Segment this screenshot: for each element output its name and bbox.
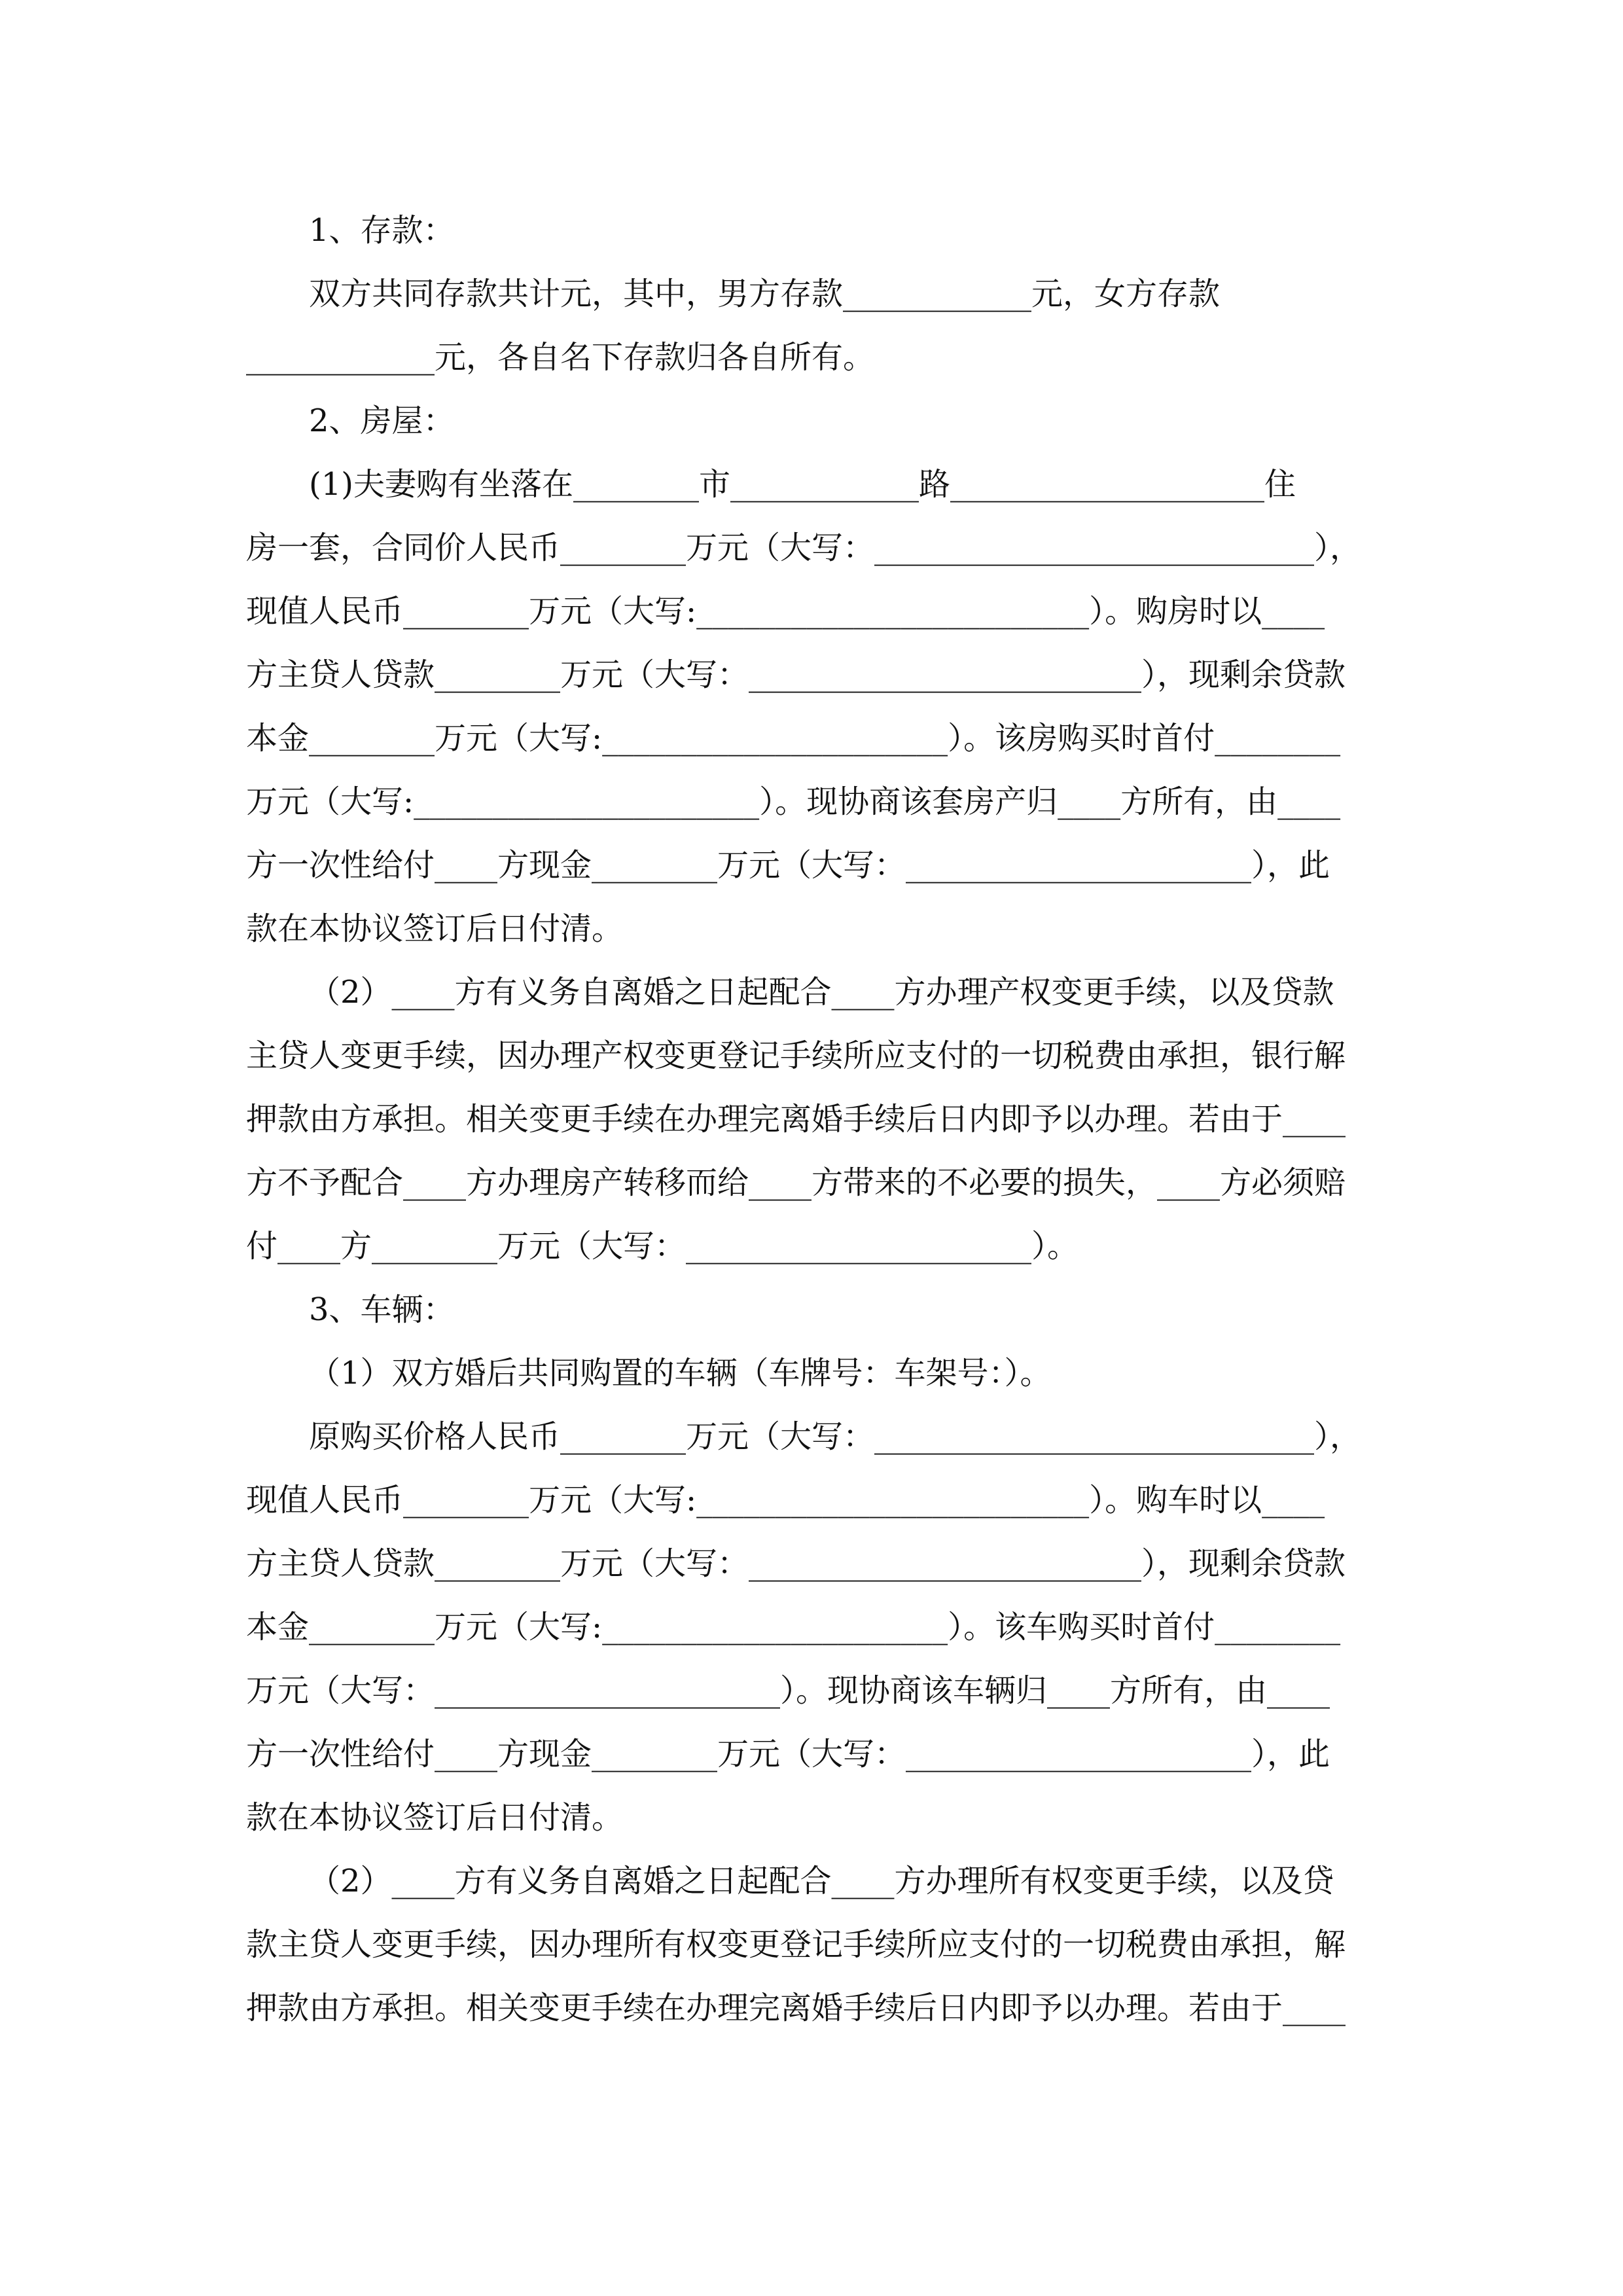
paragraph-line: 现值人民币________万元（大写:_________________________）。购房时以____ <box>246 593 1325 630</box>
paragraph-line: 方一次性给付____方现金________万元（大写：______________________），此 <box>246 847 1330 884</box>
paragraph-line: 方不予配合____方办理房产转移而给____方带来的不必要的损失，____方必须赔 <box>246 1164 1346 1201</box>
section-heading-house: 2、房屋： <box>309 403 455 439</box>
paragraph-line: 款在本协议签订后日付清。 <box>246 910 624 947</box>
paragraph-line: 现值人民币________万元（大写:_________________________）。购车时以____ <box>246 1482 1325 1518</box>
paragraph-line: 款在本协议签订后日付清。 <box>246 1799 624 1836</box>
paragraph-line: 万元（大写：______________________）。现协商该车辆归____方所有，由____ <box>246 1672 1330 1709</box>
paragraph-line: 方一次性给付____方现金________万元（大写：______________________），此 <box>246 1736 1330 1772</box>
paragraph-line: 款主贷人变更手续，因办理所有权变更登记手续所应支付的一切税费由承担，解 <box>246 1926 1346 1963</box>
paragraph-line: 方主贷人贷款________万元（大写：_________________________），现剩余贷款 <box>246 1545 1346 1582</box>
paragraph-line: 原购买价格人民币________万元（大写：____________________________）， <box>309 1418 1362 1455</box>
paragraph-line: 方主贷人贷款________万元（大写：_________________________），现剩余贷款 <box>246 656 1346 693</box>
paragraph-line: 付____方________万元（大写：______________________）。 <box>246 1228 1079 1265</box>
paragraph-line: (1)夫妻购有坐落在________市____________路____________________住 <box>309 466 1296 503</box>
paragraph-line: ____________元，各自名下存款归各自所有。 <box>246 339 875 376</box>
paragraph-line: 押款由方承担。相关变更手续在办理完离婚手续后日内即予以办理。若由于____ <box>246 1990 1346 2026</box>
paragraph-line: （2）____方有义务自离婚之日起配合____方办理产权变更手续，以及贷款 <box>309 974 1334 1011</box>
paragraph-line: 万元（大写:______________________）。现协商该套房产归____方所有，由____ <box>246 783 1341 820</box>
section-heading-vehicles: 3、车辆： <box>309 1291 455 1328</box>
paragraph-line: 房一套，合同价人民币________万元（大写：____________________________）， <box>246 529 1362 566</box>
section-heading-deposits: 1、存款： <box>309 212 455 249</box>
paragraph-line: 押款由方承担。相关变更手续在办理完离婚手续后日内即予以办理。若由于____ <box>246 1101 1346 1138</box>
paragraph-line: 主贷人变更手续，因办理产权变更登记手续所应支付的一切税费由承担，银行解 <box>246 1037 1346 1074</box>
paragraph-line: （2）____方有义务自离婚之日起配合____方办理所有权变更手续，以及贷 <box>309 1863 1334 1899</box>
paragraph-line: 双方共同存款共计元，其中，男方存款____________元，女方存款 <box>309 276 1221 312</box>
paragraph-line: 本金________万元（大写:______________________）。该车购买时首付________ <box>246 1609 1341 1645</box>
paragraph-line: （1）双方婚后共同购置的车辆（车牌号：车架号：）。 <box>309 1355 1052 1391</box>
paragraph-line: 本金________万元（大写:______________________）。该房购买时首付________ <box>246 720 1341 757</box>
